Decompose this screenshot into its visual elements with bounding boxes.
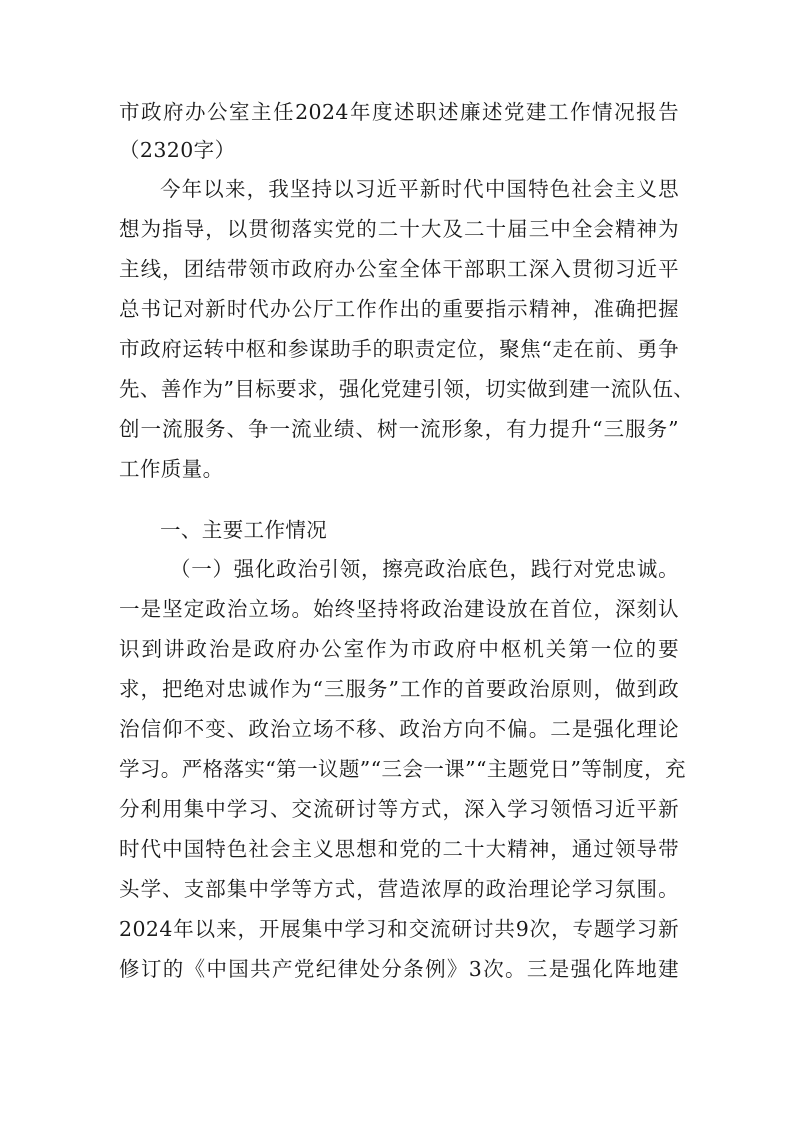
body-line-9: 2024年以来，开展集中学习和交流研讨共9次，专题学习新 — [119, 917, 679, 941]
body-line-2: 识到讲政治是政府办公室作为市政府中枢机关第一位的要 — [119, 637, 679, 661]
intro-line-2: 想为指导，以贯彻落实党的二十大及二十届三中全会精神为 — [119, 217, 679, 241]
body-line-6: 分利用集中学习、交流研讨等方式，深入学习领悟习近平新 — [119, 797, 679, 821]
body-line-10: 修订的《中国共产党纪律处分条例》3次。三是强化阵地建 — [119, 957, 679, 981]
document-title: 市政府办公室主任2024年度述职述廉述党建工作情况报告 — [119, 100, 679, 124]
body-line-7: 时代中国特色社会主义思想和党的二十大精神，通过领导带 — [119, 837, 679, 861]
body-line-1: 一是坚定政治立场。始终坚持将政治建设放在首位，深刻认 — [119, 597, 679, 621]
intro-line-3: 主线，团结带领市政府办公室全体干部职工深入贯彻习近平 — [119, 257, 679, 281]
document-title-word-count: （2320字） — [119, 138, 236, 162]
body-line-3: 求，把绝对忠诚作为“三服务”工作的首要政治原则，做到政 — [119, 677, 679, 701]
body-line-4: 治信仰不变、政治立场不移、政治方向不偏。二是强化理论 — [119, 717, 679, 741]
intro-line-6: 先、善作为”目标要求，强化党建引领，切实做到建一流队伍、 — [119, 377, 695, 401]
body-line-5: 学习。严格落实“第一议题”“三会一课”“主题党日”等制度，充 — [119, 757, 686, 781]
intro-line-4: 总书记对新时代办公厅工作作出的重要指示精神，准确把握 — [119, 297, 679, 321]
intro-line-5: 市政府运转中枢和参谋助手的职责定位，聚焦“走在前、勇争 — [119, 337, 679, 361]
intro-line-8: 工作质量。 — [119, 457, 224, 481]
intro-line-1: 今年以来，我坚持以习近平新时代中国特色社会主义思 — [160, 177, 679, 201]
section-heading: 一、主要工作情况 — [160, 518, 328, 542]
intro-line-7: 创一流服务、争一流业绩、树一流形象，有力提升“三服务” — [119, 417, 679, 441]
body-line-8: 头学、支部集中学等方式，营造浓厚的政治理论学习氛围。 — [119, 877, 679, 901]
subsection-heading: （一）强化政治引领，擦亮政治底色，践行对党忠诚。 — [170, 557, 679, 581]
